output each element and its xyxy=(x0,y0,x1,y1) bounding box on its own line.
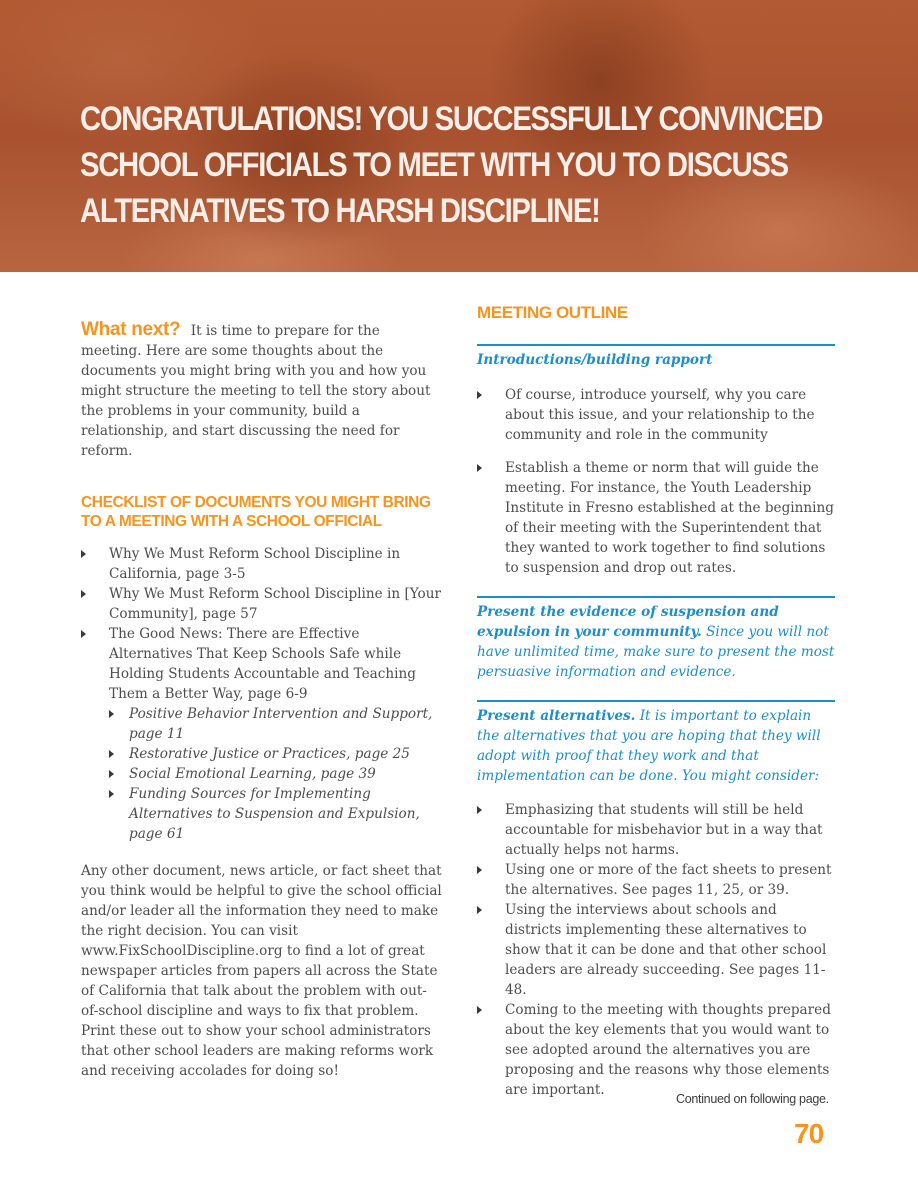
introductions-list xyxy=(477,385,835,578)
bullet-icon xyxy=(477,1006,482,1014)
page-title: CONGRATULATIONS! YOU SUCCESSFULLY CONVINCED SCHOOL OFFICIALS TO MEET WITH YOU TO DISCUSS ALTERNATIVES TO HARSH DISCIPLINE! xyxy=(80,100,823,230)
bullet-icon xyxy=(81,590,86,598)
other-documents-paragraph: Any other document, news article, or fact sheet that you think would be helpful to give the school official and/or leader all the information they need to make the right decision. You can visit www.FixSchoolDiscipline.org to find a lot of great newspaper articles from papers all across the State of California that talk about the problem with out-of-school discipline and ways to fix that problem. Print these out to show your school administrators that other school leaders are making reforms work and receiving accolades for doing so! xyxy=(81,863,442,1079)
intro-lead: What next? xyxy=(81,319,181,340)
bullet-icon xyxy=(477,906,482,914)
checklist-heading: CHECKLIST OF DOCUMENTS YOU MIGHT BRING TO A MEETING WITH A SCHOOL OFFICIAL xyxy=(81,494,431,530)
introductions-item: Establish a theme or norm that will guide the meeting. For instance, the Youth Leadership Institute in Fresno established at the beginning of their meeting with the Superintendent that they wanted to work together to find solutions to suspension and drop out rates. xyxy=(477,458,835,578)
evidence-text: Since you will not have unlimited time, make sure to present the most persuasive information and evidence. xyxy=(477,624,835,680)
bullet-icon xyxy=(109,710,114,718)
divider xyxy=(477,596,835,598)
sub-checklist-item: Restorative Justice or Practices, page 25 xyxy=(109,744,443,764)
introductions-subhead: Introductions/building rapport xyxy=(477,352,713,368)
alternatives-item: Emphasizing that students will still be held accountable for misbehavior but in a way that actually helps not harms. xyxy=(477,800,835,860)
continued-note: Continued on following page. xyxy=(676,1092,829,1106)
checklist-item: The Good News: There are Effective Alternatives That Keep Schools Safe while Holding Students Accountable and Teaching Them a Better Way, page 6-9 Positive Behavior Intervention and Support, page 11 Restorative Justice or Practices, page 25 Social Emotional Learning, page 39 Funding Sources for Implementing Alternatives to Suspension and Expulsion, page 61 xyxy=(81,624,443,844)
alternatives-heading: Present alternatives. xyxy=(477,708,636,724)
alternatives-section xyxy=(477,706,835,786)
alternatives-list xyxy=(477,800,835,1100)
alternatives-item: Using one or more of the fact sheets to present the alternatives. See pages 11, 25, or 39. xyxy=(477,860,835,900)
alternatives-item: Coming to the meeting with thoughts prepared about the key elements that you would want to see adopted around the alternatives you are proposing and the reasons why those elements are important. xyxy=(477,1000,835,1100)
checklist xyxy=(81,544,443,844)
alternatives-text: It is important to explain the alternatives that you are hoping that they will adopt with proof that they work and that implementation can be done. You might consider: xyxy=(477,708,821,784)
bullet-icon xyxy=(109,790,114,798)
bullet-icon xyxy=(81,550,86,558)
alternatives-item: Using the interviews about schools and districts implementing these alternatives to show that it can be done and that other school leaders are already succeeding. See pages 11-48. xyxy=(477,900,835,1000)
checklist-item: Why We Must Reform School Discipline in California, page 3-5 xyxy=(81,544,443,584)
sub-checklist xyxy=(109,704,443,844)
evidence-section xyxy=(477,602,835,682)
sub-checklist-item: Social Emotional Learning, page 39 xyxy=(109,764,443,784)
page-number: 70 xyxy=(794,1118,824,1149)
right-column xyxy=(477,300,835,1100)
introductions-item: Of course, introduce yourself, why you care about this issue, and your relationship to the community and role in the community xyxy=(477,385,835,445)
bullet-icon xyxy=(81,630,86,638)
sub-checklist-item: Positive Behavior Intervention and Support, page 11 xyxy=(109,704,443,744)
checklist-item: Why We Must Reform School Discipline in [Your Community], page 57 xyxy=(81,584,443,624)
divider xyxy=(477,344,835,346)
bullet-icon xyxy=(477,464,482,472)
bullet-icon xyxy=(477,806,482,814)
bullet-icon xyxy=(477,866,482,874)
intro-text: It is time to prepare for the meeting. Here are some thoughts about the documents you might bring with you and how you might structure the meeting to tell the story about the problems in your community, build a relationship, and start discussing the need for reform. xyxy=(81,323,431,459)
hero-banner xyxy=(0,0,918,272)
sub-checklist-item: Funding Sources for Implementing Alternatives to Suspension and Expulsion, page 61 xyxy=(109,784,443,844)
meeting-outline-heading: MEETING OUTLINE xyxy=(477,303,628,322)
evidence-heading: Present the evidence of suspension and expulsion in your community. xyxy=(477,604,779,640)
bullet-icon xyxy=(109,750,114,758)
bullet-icon xyxy=(109,770,114,778)
bullet-icon xyxy=(477,391,482,399)
left-column xyxy=(81,320,443,1081)
intro-paragraph xyxy=(81,320,443,461)
divider xyxy=(477,700,835,702)
